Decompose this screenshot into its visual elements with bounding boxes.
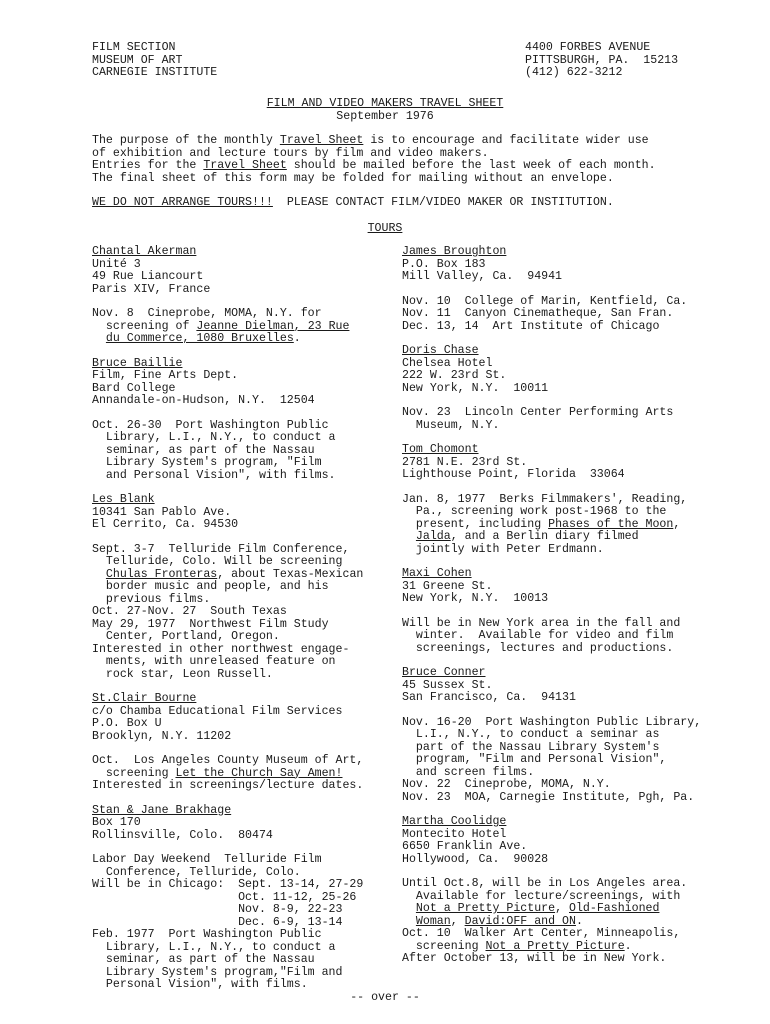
- tour-entry: [92, 693, 392, 793]
- underlined-title: du Commerce, 1080 Bruxelles: [105, 332, 294, 345]
- entry-text: c/o Chamba Educational Film Services: [92, 704, 343, 718]
- entry-text: Unité 3: [92, 257, 141, 271]
- entry-text: L.I., N.Y., to conduct a seminar as: [402, 728, 660, 741]
- entry-text: Pa., screening work post-1968 to the: [402, 505, 667, 518]
- entry-text: ,: [555, 902, 569, 915]
- entry-text: Nov. 8 Cineprobe, MOMA, N.Y. for: [92, 307, 322, 320]
- entry-text: Oct. Los Angeles County Museum of Art,: [92, 754, 364, 767]
- entry-text: and Personal Vision", with films.: [92, 468, 336, 482]
- entry-text: 45 Sussex St.: [402, 678, 493, 692]
- entry-text: 31 Greene St.: [402, 579, 493, 593]
- entry-text: border music and people, and his: [92, 580, 329, 593]
- right-tour-column: [402, 246, 742, 978]
- tour-entry: [92, 246, 392, 346]
- entry-line: [92, 470, 392, 483]
- tours-heading-block: [0, 223, 770, 236]
- underlined-title: Old-Fashioned: [569, 902, 660, 915]
- entry-text: Dec. 13, 14 Art Institute of Chicago: [402, 319, 660, 333]
- entry-text: Available for lecture/screenings, with: [402, 889, 681, 903]
- entry-text: May 29, 1977 Northwest Film Study: [92, 617, 329, 631]
- entry-text: Lighthouse Point, Florida 33064: [402, 468, 625, 481]
- entry-text: Labor Day Weekend Telluride Film: [92, 853, 322, 866]
- underlined-title: Bruce Conner: [402, 666, 486, 679]
- entry-text: Film, Fine Arts Dept.: [92, 369, 239, 382]
- entry-text: 6650 Franklin Ave.: [402, 840, 528, 853]
- entry-text: , and a Berlin diary filmed: [450, 530, 639, 543]
- tours-heading: TOURS: [367, 222, 403, 235]
- entry-text: seminar, as part of the Nassau: [92, 443, 315, 457]
- underlined-title: Phases of the Moon: [548, 517, 674, 531]
- entry-line: [402, 321, 742, 334]
- entry-text: Dec. 6-9, 13-14: [92, 915, 343, 929]
- entry-line: [92, 284, 392, 297]
- intro-line: Entries for the Travel Sheet should be mailed before the last week of each month.: [92, 159, 656, 172]
- tour-entry: [402, 667, 742, 804]
- entry-text: .: [575, 914, 583, 928]
- entry-text: New York, N.Y. 10013: [402, 592, 549, 605]
- entry-text: program, "Film and Personal Vision",: [402, 753, 667, 766]
- underlined-title: Maxi Cohen: [402, 567, 472, 580]
- entry-text: , about Texas-Mexican: [217, 567, 364, 581]
- entry-text: Sept. 3-7 Telluride Film Conference,: [92, 542, 350, 556]
- footer-block: [0, 992, 770, 1005]
- entry-text: screening of: [92, 319, 197, 333]
- entry-line: [92, 519, 392, 532]
- entry-line: [402, 643, 742, 656]
- tour-entry: [402, 568, 742, 655]
- entry-text: seminar, as part of the Nassau: [92, 953, 315, 966]
- entry-text: Library System's program,"Film and: [92, 965, 343, 979]
- underlined-title: St.Clair Bourne: [92, 692, 197, 705]
- entry-line: [402, 469, 742, 482]
- entry-text: Hollywood, Ca. 90028: [402, 852, 549, 866]
- underlined-title: Let the Church Say Amen!: [175, 766, 343, 780]
- entry-text: Library System's program, "Film: [92, 456, 322, 469]
- entry-line: [92, 669, 392, 682]
- entry-text: Rollinsville, Colo. 80474: [92, 828, 273, 842]
- tour-entry: [402, 444, 742, 556]
- entry-line: [92, 731, 392, 744]
- entry-text: 10341 San Pablo Ave.: [92, 505, 232, 519]
- entry-text: Personal Vision", with films.: [92, 978, 308, 991]
- entry-text: jointly with Peter Erdmann.: [402, 542, 604, 556]
- entry-text: Telluride, Colo. Will be screening: [92, 555, 343, 568]
- entry-line: [402, 544, 742, 557]
- entry-line: [92, 395, 392, 408]
- intro-line: The purpose of the monthly Travel Sheet is to encourage and facilitate wider use: [92, 134, 649, 147]
- entry-line: [402, 854, 742, 867]
- entry-text: P.O. Box 183: [402, 257, 486, 271]
- entry-text: Nov. 11 Canyon Cinematheque, San Fran.: [402, 307, 674, 320]
- entry-text: ,: [673, 517, 681, 531]
- entry-text: After October 13, will be in New York.: [402, 952, 667, 965]
- underlined-title: Chulas Fronteras: [105, 567, 218, 581]
- entry-text: [92, 568, 106, 581]
- entry-line: [402, 953, 742, 966]
- entry-text: Mill Valley, Ca. 94941: [402, 270, 563, 283]
- entry-text: Nov. 23 Lincoln Center Performing Arts: [402, 406, 674, 419]
- entry-text: [402, 915, 416, 928]
- entry-text: Oct. 10 Walker Art Center, Minneapolis,: [402, 927, 681, 940]
- entry-text: Nov. 23 MOA, Carnegie Institute, Pgh, Pa.: [402, 790, 695, 804]
- entry-line: [402, 271, 742, 284]
- entry-text: Chelsea Hotel: [402, 356, 493, 370]
- entry-text: Will be in Chicago: Sept. 13-14, 27-29: [92, 878, 364, 891]
- entry-line: [402, 792, 742, 805]
- entry-text: rock star, Leon Russell.: [92, 667, 273, 681]
- underlined-title: David:OFF and ON: [464, 914, 576, 928]
- entry-text: Center, Portland, Oregon.: [92, 630, 280, 643]
- entry-text: Box 170: [92, 816, 141, 829]
- underlined-title: Not a Pretty Picture: [415, 902, 556, 915]
- entry-text: Oct. 26-30 Port Washington Public: [92, 418, 329, 432]
- underlined-title: Tom Chomont: [402, 443, 479, 456]
- entry-text: Conference, Telluride, Colo.: [92, 865, 301, 879]
- entry-text: ments, with unreleased feature on: [92, 655, 336, 668]
- entry-line: [402, 593, 742, 606]
- entry-text: Oct. 27-Nov. 27 South Texas: [92, 605, 287, 618]
- notice-contact: PLEASE CONTACT FILM/VIDEO MAKER OR INSTITUTION.: [272, 196, 614, 209]
- entry-text: Nov. 16-20 Port Washington Public Library,: [402, 715, 702, 729]
- entry-text: 222 W. 23rd St.: [402, 369, 507, 382]
- street-address-block: [525, 42, 678, 80]
- entry-text: [92, 332, 106, 345]
- entry-text: New York, N.Y. 10011: [402, 381, 549, 395]
- intro-paragraph: [92, 135, 656, 185]
- underlined-title: Bruce Baillie: [92, 356, 183, 370]
- entry-text: ,: [450, 914, 465, 928]
- entry-text: Library, L.I., N.Y., to conduct a: [92, 940, 336, 954]
- entry-text: [402, 902, 416, 915]
- entry-line: [402, 383, 742, 396]
- entry-text: winter. Available for video and film: [402, 629, 674, 642]
- page-footer: -- over --: [350, 991, 420, 1004]
- address-line: 4400 FORBES AVENUE: [525, 41, 651, 54]
- entry-text: Interested in other northwest engage-: [92, 642, 350, 656]
- entry-line: [92, 830, 392, 843]
- sender-address-block: [92, 42, 217, 80]
- entry-text: and screen films.: [402, 765, 535, 779]
- entry-text: Brooklyn, N.Y. 11202: [92, 729, 232, 743]
- entry-text: Bard College: [92, 381, 176, 395]
- entry-text: [402, 530, 416, 543]
- intro-line: of exhibition and lecture tours by film and video makers.: [92, 146, 489, 160]
- entry-text: screenings, lectures and productions.: [402, 641, 674, 655]
- entry-text: Montecito Hotel: [402, 827, 507, 841]
- notice-warning: WE DO NOT ARRANGE TOURS!!!: [92, 196, 273, 209]
- entry-text: Museum, N.Y.: [402, 418, 500, 432]
- underlined-title: Stan & Jane Brakhage: [92, 803, 232, 817]
- entry-line: [92, 979, 392, 992]
- entry-text: Will be in New York area in the fall and: [402, 616, 681, 630]
- entry-line: [402, 420, 742, 433]
- address-line: (412) 622-3212: [525, 66, 623, 79]
- left-tour-column: [92, 246, 392, 1004]
- entry-text: Until Oct.8, will be in Los Angeles area.: [402, 877, 688, 890]
- entry-text: present, including: [402, 517, 549, 531]
- entry-text: part of the Nassau Library System's: [402, 740, 660, 754]
- entry-line: [92, 333, 392, 346]
- underlined-title: Les Blank: [92, 493, 155, 506]
- entry-text: screening: [402, 939, 486, 953]
- document-title: FILM AND VIDEO MAKERS TRAVEL SHEET: [266, 97, 504, 110]
- entry-text: Interested in screenings/lecture dates.: [92, 779, 364, 792]
- document-title-block: [0, 98, 770, 123]
- underlined-title: Woman: [415, 914, 451, 928]
- entry-text: .: [293, 332, 301, 345]
- entry-text: Oct. 11-12, 25-26: [92, 890, 357, 904]
- tour-entry: [92, 494, 392, 681]
- intro-line: The final sheet of this form may be folded for mailing without an envelope.: [92, 171, 614, 185]
- entry-text: Nov. 22 Cineprobe, MOMA, N.Y.: [402, 778, 611, 791]
- entry-text: Nov. 8-9, 22-23: [92, 903, 343, 916]
- tour-entry: [92, 805, 392, 992]
- tour-entry: [402, 246, 742, 333]
- underlined-title: Jeanne Dielman, 23 Rue: [196, 319, 350, 333]
- entry-line: [92, 780, 392, 793]
- entry-text: Jan. 8, 1977 Berks Filmmakers', Reading,: [402, 492, 688, 506]
- sender-line: CARNEGIE INSTITUTE: [92, 66, 218, 79]
- underlined-title: James Broughton: [402, 245, 507, 258]
- underlined-title: Not a Pretty Picture: [485, 939, 625, 953]
- entry-text: screening: [92, 766, 176, 780]
- entry-text: San Francisco, Ca. 94131: [402, 691, 576, 704]
- sender-line: MUSEUM OF ART: [92, 53, 183, 67]
- tour-entry: [402, 345, 742, 432]
- sender-line: FILM SECTION: [92, 41, 176, 54]
- entry-text: Feb. 1977 Port Washington Public: [92, 928, 322, 941]
- notice-line: [92, 197, 614, 210]
- entry-text: previous films.: [92, 592, 211, 606]
- underlined-title: Chantal Akerman: [92, 245, 197, 258]
- entry-text: El Cerrito, Ca. 94530: [92, 518, 239, 531]
- entry-text: .: [624, 939, 632, 953]
- address-line: PITTSBURGH, PA. 15213: [525, 53, 679, 67]
- entry-text: Annandale-on-Hudson, N.Y. 12504: [92, 394, 315, 407]
- tour-entry: [92, 358, 392, 483]
- underlined-title: Doris Chase: [402, 344, 479, 357]
- entry-text: Paris XIV, France: [92, 282, 211, 296]
- entry-text: Library, L.I., N.Y., to conduct a: [92, 431, 336, 444]
- underlined-title: Jalda: [415, 530, 451, 543]
- document-date: September 1976: [336, 109, 434, 123]
- tour-entry: [402, 816, 742, 966]
- entry-text: P.O. Box U: [92, 717, 162, 730]
- entry-line: [402, 692, 742, 705]
- entry-text: 2781 N.E. 23rd St.: [402, 455, 528, 469]
- entry-text: Nov. 10 College of Marin, Kentfield, Ca.: [402, 294, 688, 308]
- underlined-title: Martha Coolidge: [402, 815, 507, 828]
- entry-text: 49 Rue Liancourt: [92, 270, 204, 283]
